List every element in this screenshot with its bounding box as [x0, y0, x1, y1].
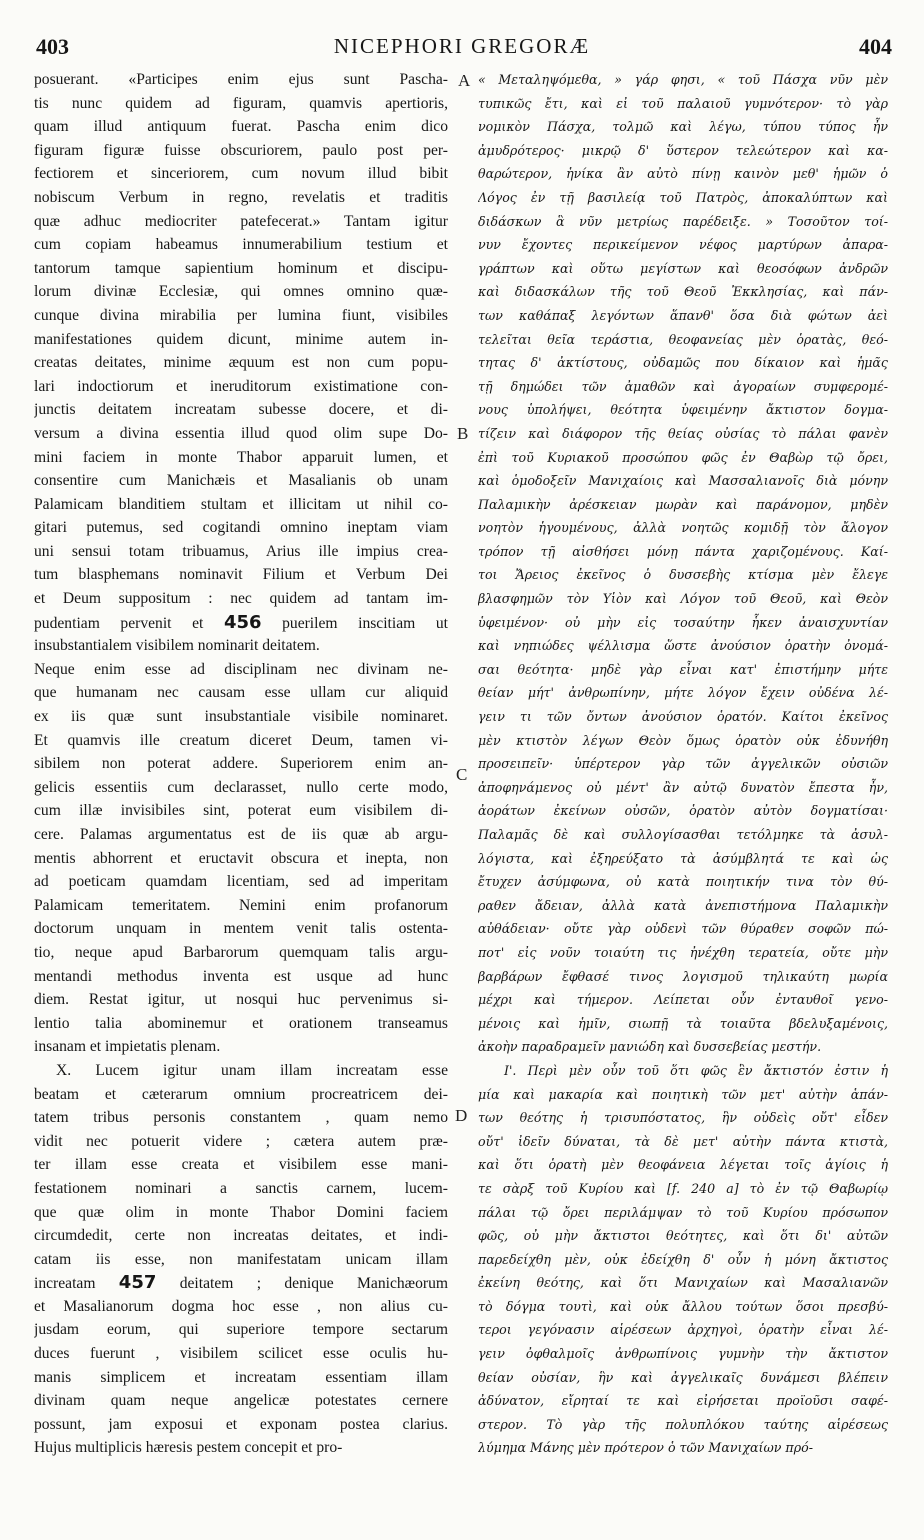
page-header: [0, 30, 924, 64]
latin-line: mentandi methodus inventa est usque ad hunc: [34, 967, 448, 985]
latin-line: tis nunc quidem ad figuram, quamvis apertioris,: [34, 94, 448, 112]
latin-line: gitari putemus, sed cogitandi omnino ineptam viam: [34, 519, 448, 537]
latin-line: insubstantialem visibilem nominarit deitatem.: [34, 637, 320, 655]
greek-line: βαρβάρων ἔφθασέ τινος λογισμοῦ τηλικαύτη μωρία: [478, 968, 888, 984]
latin-line: jusdam eorum, qui superiore tempore sectarum: [34, 1321, 448, 1339]
latin-line: nobiscum Verbum in regno, revelatis et traditis: [34, 188, 448, 206]
latin-line: doctorum unquam in mentem venit talis ostenta-: [34, 920, 448, 938]
greek-line: νομικὸν Πάσχα, τολμῶ καὶ λέγω, τύπου τύπος ἦν: [478, 119, 888, 135]
latin-line: lari indoctiorum et ineruditorum existimatione con-: [34, 377, 448, 395]
latin-line: increatam 457 deitatem ; denique Manichæorum: [34, 1272, 448, 1294]
greek-line: οὔτ' ἰδεῖν δύναται, τὰ δὲ μετ' αὐτὴν πάντα κτιστὰ,: [478, 1133, 888, 1149]
latin-column: [34, 68, 448, 1460]
greek-line: στερον. Τὸ γὰρ τῆς πολυπλόκου ταύτης αἱρέσεως: [478, 1416, 888, 1432]
greek-line: νυν ἔχοντες περικείμενον νέφος μαρτύρων ἀπαρα-: [478, 237, 888, 253]
latin-line: mentis abhorrent et eructavit obscura et inepta, non: [34, 849, 448, 867]
greek-line: Λόγος ἐν τῇ βασιλείᾳ τοῦ Πατρὸς, ἀποκαλύπτων καὶ: [478, 189, 888, 205]
greek-line: ὑφειμένον· οὐ μὴν εἰς τοσαύτην ἧκεν ἀναισχυντίαν: [478, 614, 888, 630]
greek-line: σαι θεότητα· μηδὲ γὰρ εἶναι κατ' ἐπιστήμην μήτε: [478, 661, 888, 677]
margin-marker-b: B: [457, 424, 469, 443]
greek-line: μέχρι καὶ τήμερον. Λείπεται οὖν ἐνταυθοῖ γενο-: [478, 992, 888, 1008]
latin-line: pudentiam pervenit et 456 puerilem inscitiam ut: [34, 611, 448, 633]
latin-line: uni sensui totam tribuamus, Arius ille impius crea-: [34, 542, 448, 560]
latin-line: creatas deitates, minime æquum est non cum popu-: [34, 354, 448, 372]
latin-line: versum a divina essentia illud quod olim supe Do-: [34, 424, 448, 442]
latin-line: festationem nominari a sanctis carnem, lucem-: [34, 1179, 448, 1197]
greek-line: γειν τι τῶν ὄντων ἀνούσιον ὁρατόν. Καίτοι ἐκεῖνος: [478, 709, 888, 725]
margin-marker-c: C: [456, 765, 468, 784]
latin-line: duces fuerunt , visibilem scilicet esse oculis hu-: [34, 1345, 448, 1363]
latin-line: lorum divinæ Ecclesiæ, qui omnes omnino quæ-: [34, 283, 448, 301]
greek-line: τεροι γεγόνασιν αἱρέσεων ἀρχηγοὶ, ὁρατὴν εἶναι λέ-: [478, 1322, 888, 1338]
greek-line: τοι Ἄρειος ἐκεῖνος ὁ δυσσεβὴς κτίσμα μὲν ἔλεγε: [478, 567, 888, 583]
greek-line: γράπτων καὶ οὕτω μεγίστων καὶ θεοσόφων ἀνδρῶν: [478, 260, 888, 276]
greek-line: αὐθάδειαν· οὔτε γὰρ οὐδενὶ τῶν θύραθεν σοφῶν πώ-: [478, 921, 888, 937]
greek-line: Παλαμικὴν ἀρέσκειαν μωρὰν καὶ παράνομον, μηδὲν: [478, 496, 888, 512]
latin-line: tio, neque apud Barbarorum quemquam talis argu-: [34, 943, 448, 961]
running-title: NICEPHORI GREGORÆ: [333, 34, 591, 58]
greek-line: παρεδείχθη μὲν, οὐκ ἐδείχθη δ' οὖν ἡ μόνη ἄκτιστος: [478, 1251, 888, 1267]
greek-line: τῇ δημώδει τῶν ἀμαθῶν καὶ ἀγοραίων συμφερομέ-: [478, 378, 888, 394]
latin-line: ter illam esse creata et visibilem esse mani-: [34, 1156, 448, 1174]
greek-line: καὶ ὁμοδοξεῖν Μανιχαίοις καὶ Μασσαλιανοῖς διὰ μόνην: [478, 473, 888, 489]
latin-line: manis simplicem et increatam essentiam illam: [34, 1368, 448, 1386]
latin-line: divinam quam neque angelicæ potestates cernere: [34, 1392, 448, 1410]
latin-line: diem. Restat igitur, ut nosqui huc pervenimus si-: [34, 991, 448, 1009]
greek-line: θαρώτερον, ἡνίκα ἂν αὐτὸ πίνῃ καινὸν μεθ' ἡμῶν ὁ: [478, 166, 888, 182]
greek-line: καὶ νηπιώδες ψέλλισμα ὥστε ἀνούσιον ὁρατὴν ὀνομά-: [478, 638, 888, 654]
latin-line: sibilem non poterat addere. Superiorem enim an-: [34, 755, 448, 773]
latin-line: junctis deitatem increatam subesse docere, et di-: [34, 401, 448, 419]
latin-line: vidit nec potuerit videre ; cætera autem præ-: [34, 1132, 448, 1150]
latin-line: lentio talia abominemur et orationem transeamus: [34, 1014, 448, 1032]
latin-line: gelicis essentiis cum declarasset, nullo certe modo,: [34, 778, 448, 796]
latin-line: Et quamvis ille creatum diceret Deum, tamen vi-: [34, 731, 448, 749]
latin-line: cum copiam habeamus innumerabilium testium et: [34, 236, 448, 254]
latin-line: cere. Palamas argumentatus est de iis quæ ab argu-: [34, 826, 448, 843]
page-number-left: 403: [36, 34, 69, 59]
latin-line: catam iis esse, non manifestatam unicam illam: [34, 1250, 448, 1268]
latin-line: figuram figuræ fuisse obscuriorem, paulo post per-: [34, 141, 448, 159]
latin-line: posuerant. «Participes enim ejus sunt Pascha-: [34, 71, 448, 88]
greek-line: νοητὸν ἡγουμένους, ἀλλὰ νοητῶς κομιδῇ τὸν ἄλογον: [478, 520, 888, 536]
latin-line: cunque divina mirabilia per lumina fiunt, visibiles: [34, 306, 448, 324]
latin-line: que humanam nec causam esse ullam cur aliquid: [34, 684, 448, 702]
latin-line: ad poeticam quamdam licentiam, sed ad imperitam: [34, 873, 448, 891]
latin-line: consentire cum Manichæis et Masalianis ob unam: [34, 472, 448, 490]
latin-line: Neque enim esse ad disciplinam nec divinam ne-: [34, 660, 448, 678]
greek-line: τελεῖται θεῖα τεράστια, θεοφανείας μὲν ὁρατὰς, θεό-: [478, 331, 888, 347]
greek-line: ἐκείνη θεότης, καὶ ὅτι Μανιχαίων καὶ Μασαλιανῶν: [478, 1275, 888, 1291]
greek-line: τυπικῶς ἔτι, καὶ εἰ τοῦ παλαιοῦ γυμνότερον· τὸ γὰρ: [478, 95, 888, 111]
greek-column: [478, 68, 888, 1460]
greek-line: λόγιστα, καὶ ἐξηρεύξατο τὰ ἀσύμβλητά τε καὶ ὡς: [478, 850, 888, 866]
greek-line: καὶ ὅτι ὁρατὴ μὲν θεοφάνεια λέγεται τοῖς ἁγίοις ἡ: [478, 1157, 888, 1173]
latin-line: fectiorem et sinceriorem, cum novum illud bibit: [34, 165, 448, 183]
greek-line: ἐπὶ τοῦ Κυριακοῦ προσώπου φῶς ἐν Θαβὼρ τῷ ὄρει,: [478, 449, 888, 465]
latin-line: beatam et cæterarum omnium procreatricem dei-: [34, 1085, 448, 1103]
latin-line: mini faciem in monte Thabor apparuit lumen, et: [34, 448, 448, 466]
latin-line: Hujus multiplicis hæresis pestem concepit et pro-: [34, 1439, 343, 1457]
margin-marker-d: D: [455, 1106, 468, 1125]
latin-line: cum illæ invisibiles sint, poterat eum visibilem di-: [34, 802, 448, 820]
greek-line: λύμημα Μάνης μὲν πρότερον ὁ τῶν Μανιχαίων πρό-: [478, 1440, 813, 1456]
latin-line: X. Lucem igitur unam illam increatam esse: [56, 1061, 448, 1079]
greek-line: μὲν κτιστὸν λέγων Θεὸν ὅμως ὁρατὸν οὐκ ἐδυνήθη: [478, 732, 888, 748]
greek-line: τρόπον τῇ αἰσθήσει μόνῃ πάντα χαριζομένους. Καί-: [478, 543, 888, 559]
greek-line: θείαν μήτ' ἀνθρωπίνην, μήτε λόγον ἔχειν οὐδένα λέ-: [478, 685, 888, 701]
greek-line: Παλαμᾶς δὲ καὶ συλλογίσασθαι τετόλμηκε τὰ ἀσυλ-: [478, 827, 888, 842]
greek-line: βλασφημῶν τὸν Υἱὸν καὶ Λόγον τοῦ Θεοῦ, καὶ Θεὸν: [478, 591, 888, 607]
greek-line: τητας δ' ἀκτίστους, οὐδαμῶς που δίκαιον καὶ ἡμᾶς: [478, 355, 888, 371]
greek-line: των θεότης ἡ τρισυπόστατος, ἣν οὐδεὶς οὔτ' εἶδεν: [478, 1110, 888, 1126]
greek-line: τὸ δόγμα τουτὶ, καὶ οὐκ ἄλλου τούτων ὅσοι πρεσβύ-: [478, 1298, 888, 1314]
latin-line: Palamicam blanditiem stultam et illicitam ut nihil co-: [34, 495, 448, 513]
latin-line: manifestationes quidem dicunt, minime autem in-: [34, 330, 448, 348]
greek-line: ἀδύνατον, εἴρηταί τε καὶ εἰρήσεται προϊοῦσι σαφέ-: [478, 1393, 888, 1409]
latin-line: circumdedit, certe non increatas deitates, et indi-: [34, 1227, 448, 1245]
greek-line: τίζειν καὶ διάφορον τῆς θείας οὐσίας τὸ πάλαι φανὲν: [478, 425, 888, 441]
latin-line: et Deum suppositum : nec quidem ad tantam im-: [34, 590, 448, 608]
latin-line: quæ adhuc mediocriter patefecerat.» Tantam igitur: [34, 212, 448, 230]
greek-line: μία καὶ μακαρία καὶ ποιητικὴ τῶν μετ' αὐτὴν ἁπάν-: [478, 1086, 888, 1102]
greek-line: « Μεταληψόμεθα, » γάρ φησι, « τοῦ Πάσχα νῦν μὲν: [478, 72, 888, 87]
latin-line: Palamicam temeritatem. Nemini enim profanorum: [34, 896, 448, 914]
latin-line: quam illud antiquum fuerat. Pascha enim dico: [34, 118, 448, 136]
greek-line: των καθάπαξ λεγόντων ἅπανθ' ὅσα διὰ φώτων ἀεὶ: [478, 307, 888, 323]
greek-line: ἀποφηνάμενος οὐ μέντ' ἂν αὐτῷ δυνατὸν ἔπεστα ἦν,: [478, 779, 888, 795]
greek-line: διδάσκων ἃ νῦν μετρίως παρέδειξε. » Τοσοῦτον τοί-: [478, 213, 888, 229]
greek-line: νους ὑπολήψει, θεότητα ὑφειμένην ἄκτιστον δογμα-: [478, 402, 888, 418]
latin-line: tantorum tamque sapientium hominum et discipu-: [34, 259, 448, 277]
greek-line: προσειπεῖν· ὑπέρτερον γὰρ τῶν ἀγγελικῶν οὐσιῶν: [478, 756, 888, 772]
greek-line: ἀοράτων ἐκείνων οὐσῶν, ὁρατὸν αὐτὸν δογματίσαι·: [478, 803, 888, 819]
greek-line: καὶ διδασκάλων τῆς τοῦ Θεοῦ Ἐκκλησίας, καὶ πάν-: [478, 284, 888, 300]
latin-line: insanam et impietatis plenam.: [34, 1038, 221, 1056]
latin-line: tum blasphemans nominavit Filium et Verbum Dei: [34, 566, 448, 584]
greek-line: φῶς, οὐ μὴν ἄκτιστοι θεότητες, καὶ ὅτι δι' αὐτῶν: [478, 1228, 888, 1244]
greek-line: ἀμυδρότερος· μικρῷ δ' ὕστερον τελεώτερον καὶ κα-: [478, 142, 888, 158]
greek-line: ποτ' εἰς νοῦν τοιαύτη τις ἠνέχθη τερατεία, οὔτε μὴν: [478, 944, 888, 960]
margin-marker-a: A: [458, 71, 471, 90]
greek-line: γειν ὀφθαλμοῖς ἀνθρωπίνοις γυμνὴν τὴν ἄκτιστον: [478, 1346, 888, 1362]
greek-line: ἀκοὴν παραδραμεῖν μανιώδη καὶ δυσσεβείας μεστήν.: [478, 1039, 822, 1055]
latin-line: que quæ olim in monte Thabor Domini faciem: [34, 1203, 448, 1221]
greek-line: θείαν οὐσίαν, ἣν καὶ ἀγγελικαῖς δυνάμεσι βλέπειν: [478, 1369, 888, 1385]
column-number-badge: 457: [118, 1272, 157, 1294]
latin-line: possunt, jam exposui et exponam postea clarius.: [34, 1415, 448, 1433]
latin-line: tatem tribus personis constantem , quam nemo: [34, 1109, 448, 1127]
greek-line: Ι'. Περὶ μὲν οὖν τοῦ ὅτι φῶς ἓν ἄκτιστόν ἐστιν ἡ: [504, 1062, 888, 1078]
greek-line: τε σὰρξ τοῦ Κυρίου καὶ [f. 240 a] τὸ ἐν τῷ Θαβωρίῳ: [478, 1180, 888, 1196]
greek-line: ραθεν ἄδειαν, ἀλλὰ κατὰ ἀνεπιστήμονα Παλαμικὴν: [478, 897, 888, 913]
latin-line: ex iis quæ sunt insubstantiale visibile nominaret.: [34, 708, 448, 726]
page-number-right: 404: [859, 34, 892, 59]
greek-line: μένοις καὶ ἡμῖν, σιωπῇ τὰ τοιαῦτα βδελυξαμένοις,: [478, 1015, 888, 1031]
greek-line: ἔτυχεν ἀσύμφωνα, οὐ κατὰ ποιητικήν τινα τὸν θύ-: [478, 874, 888, 890]
greek-line: πάλαι τῷ ὄρει περιλάμψαν τὸ τοῦ Κυρίου πρόσωπον: [478, 1204, 888, 1220]
column-number-badge: 456: [223, 611, 262, 633]
latin-line: et Masalianorum dogma hoc esse , non alius cu-: [34, 1297, 448, 1315]
